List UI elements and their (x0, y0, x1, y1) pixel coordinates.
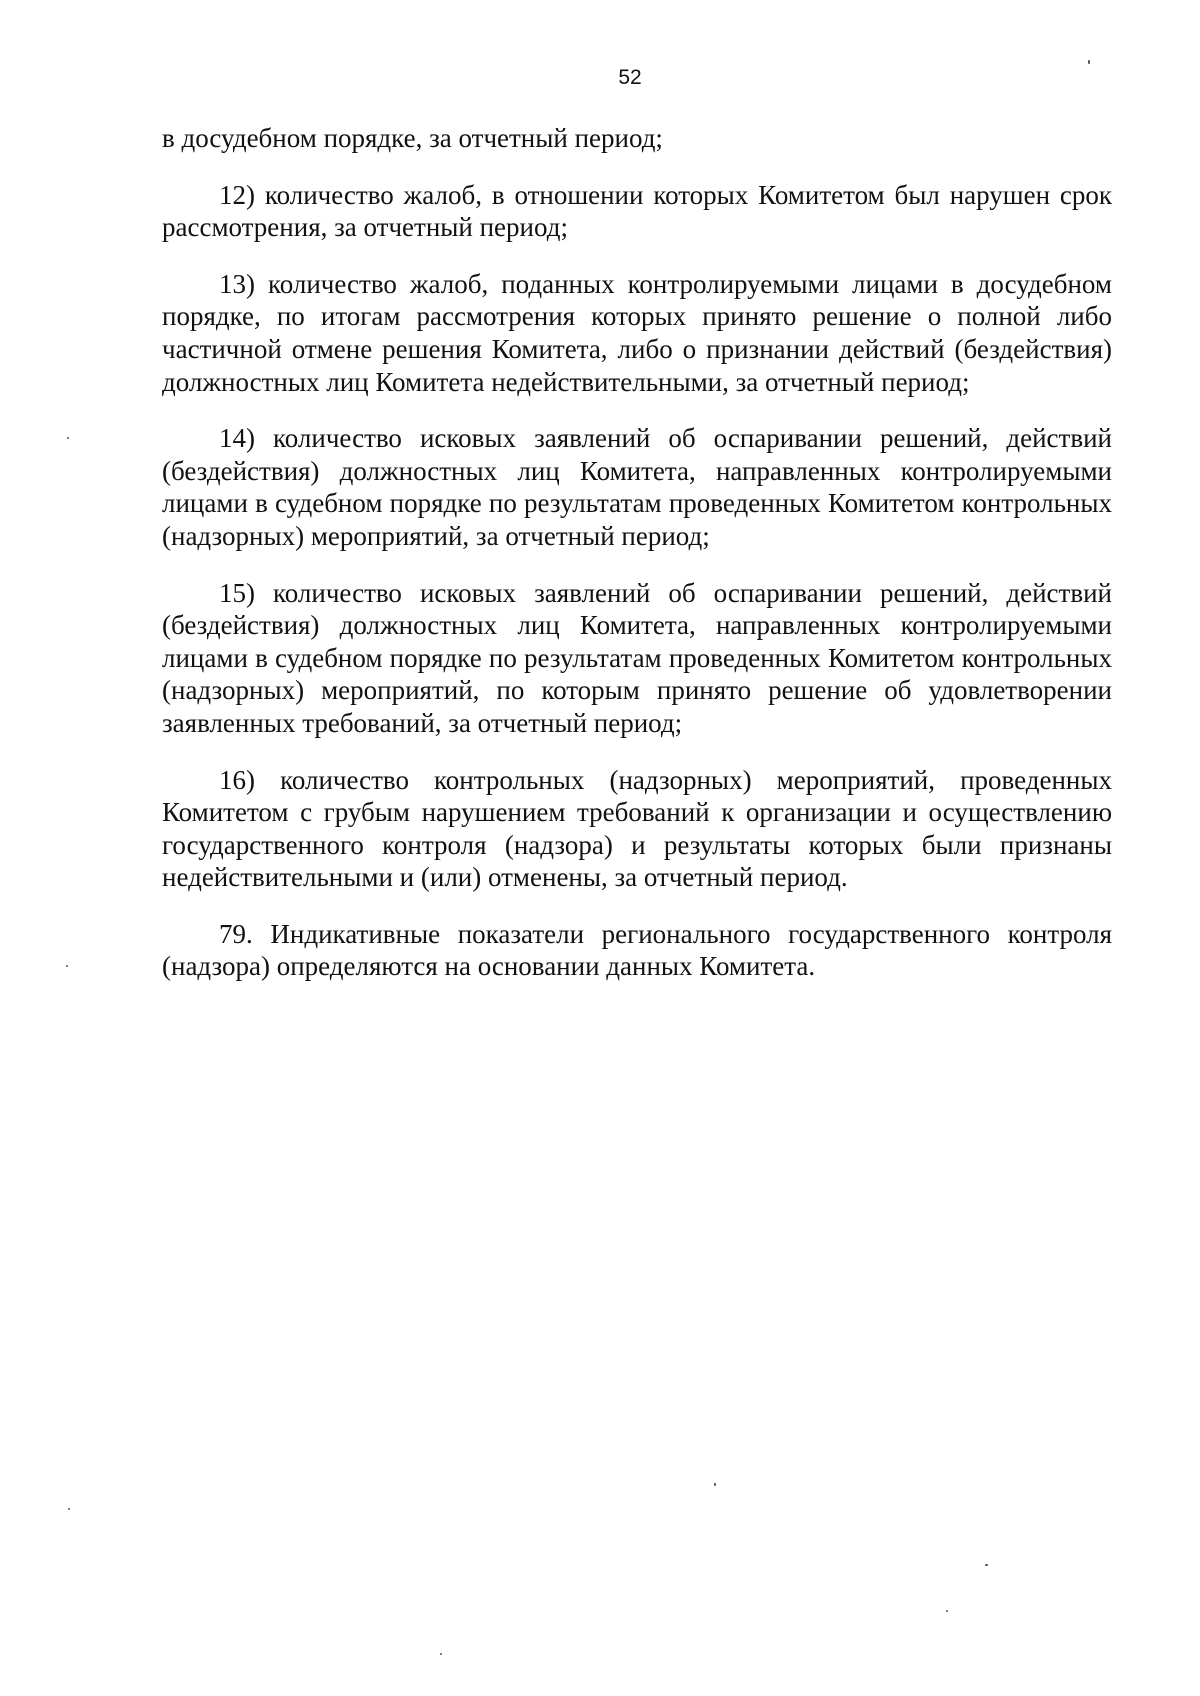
scan-speck (1088, 60, 1090, 64)
paragraph-item-14: 14) количество исковых заявлений об оспаривании решений, действий (бездействия) должностных лиц Комитета, направленных контролируемыми лицами в судебном порядке по результатам проведенных Комитетом контрольных (надзорных) мероприятий, за отчетный период; (162, 423, 1112, 551)
scan-speck (714, 1483, 716, 1486)
page-number: 52 (618, 66, 642, 89)
scan-speck (440, 1653, 442, 1655)
paragraph-item-16: 16) количество контрольных (надзорных) мероприятий, проведенных Комитетом с грубым нарушением требований к организации и осуществлению государственного контроля (надзора) и результаты которых были признаны недействительными и (или) отменены, за отчетный период. (162, 764, 1112, 893)
scan-speck (946, 1610, 948, 1612)
paragraph-item-13: 13) количество жалоб, поданных контролируемыми лицами в досудебном порядке, по итогам рассмотрения которых принято решение о полной либо частичной отмене решения Комитета, либо о признании действий (бездействия) должностных лиц Комитета недействительными, за отчетный период; (162, 268, 1112, 397)
document-body (162, 122, 1112, 1007)
paragraph-continuation: в досудебном порядке, за отчетный период; (162, 123, 663, 153)
scan-speck (66, 965, 68, 967)
paragraph-item-12: 12) количество жалоб, в отношении которых Комитетом был нарушен срок рассмотрения, за отчетный период; (162, 179, 1112, 243)
paragraph-clause-79: 79. Индикативные показатели регионального государственного контроля (надзора) определяются на основании данных Комитета. (162, 918, 1112, 982)
scan-speck (68, 1508, 70, 1510)
scan-speck (67, 437, 69, 439)
paragraph-item-15: 15) количество исковых заявлений об оспаривании решений, действий (бездействия) должностных лиц Комитета, направленных контролируемыми лицами в судебном порядке по результатам проведенных Комитетом контрольных (надзорных) мероприятий, по которым принято решение об удовлетворении заявленных требований, за отчетный период; (162, 577, 1112, 738)
scan-speck (985, 1564, 988, 1566)
